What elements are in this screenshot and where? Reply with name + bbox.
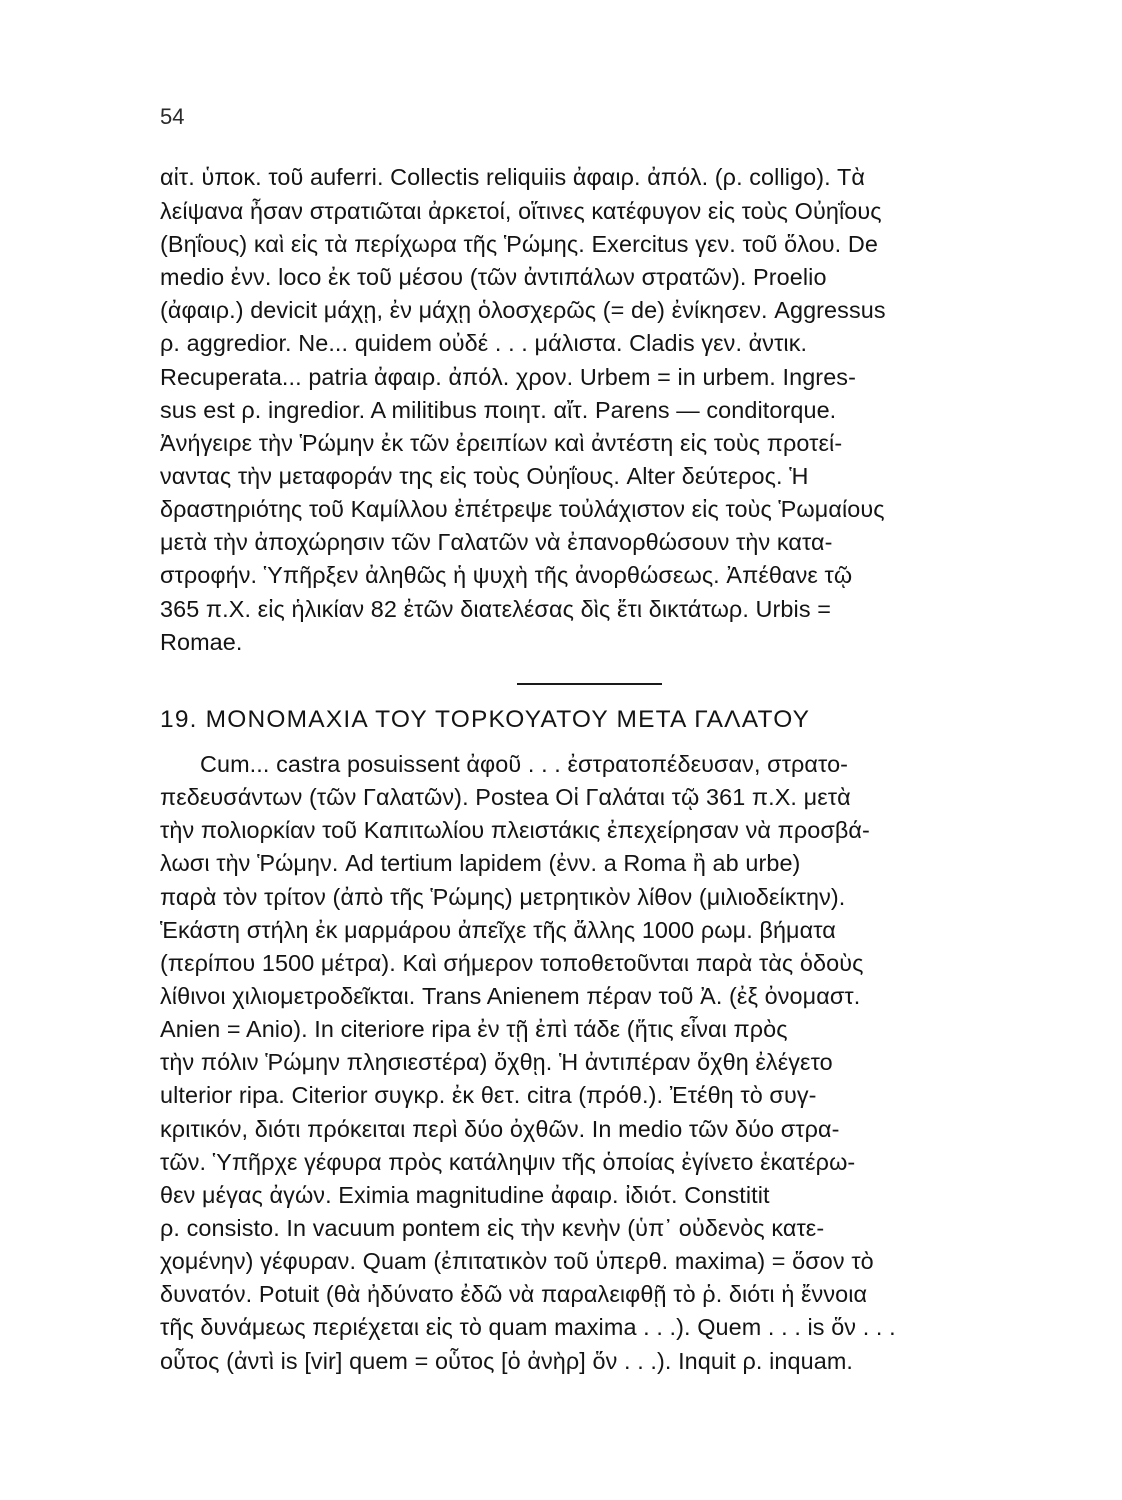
text-line: πεδευσάντων (τῶν Γαλατῶν). Postea Οἱ Γαλάται τῷ 361 π.Χ. μετὰ (160, 784, 851, 810)
text-line: οὗτος (ἀντὶ is [vir] quem = οὗτος [ὁ ἀνὴρ] ὅν . . .). Inquit ρ. inquam. (160, 1348, 854, 1374)
text-line: θεν μέγας ἀγών. Eximia magnitudine ἀφαιρ. ἰδιότ. Constitit (160, 1182, 770, 1208)
text-line: λωσι τὴν Ῥώμην. Ad tertium lapidem (ἐνν. a Roma ἢ ab urbe) (160, 850, 801, 876)
text-line: κριτικόν, διότι πρόκειται περὶ δύο ὀχθῶν. In medio τῶν δύο στρα- (160, 1116, 840, 1142)
section-divider-rule (517, 683, 662, 685)
text-line: (περίπου 1500 μέτρα). Καὶ σήμερον τοποθετοῦνται παρὰ τὰς ὁδοὺς (160, 950, 864, 976)
text-line: μετὰ τὴν ἀποχώρησιν τῶν Γαλατῶν νὰ ἐπανορθώσουν τὴν κατα- (160, 529, 833, 555)
text-line: ρ. aggredior. Ne... quidem οὐδέ . . . μάλιστα. Cladis γεν. ἀντικ. (160, 330, 808, 356)
text-line: Ἀνήγειρε τὴν Ῥώμην ἐκ τῶν ἐρειπίων καὶ ἀντέστη εἰς τοὺς προτεί- (160, 430, 843, 456)
text-line: (Βηΐους) καὶ εἰς τὰ περίχωρα τῆς Ῥώμης. Exercitus γεν. τοῦ ὅλου. De (160, 231, 878, 257)
text-line: στροφήν. Ὑπῆρξεν ἀληθῶς ἡ ψυχὴ τῆς ἀνορθώσεως. Ἀπέθανε τῷ (160, 562, 853, 588)
text-line: λείψανα ἦσαν στρατιῶται ἀρκετοί, οἵτινες κατέφυγον εἰς τοὺς Οὐηΐους (160, 198, 882, 224)
text-line: Romae. (160, 629, 243, 655)
text-line: Anien = Anio). In citeriore ripa ἐν τῇ ἐπὶ τάδε (ἥτις εἶναι πρὸς (160, 1016, 788, 1042)
text-line: χομένην) γέφυραν. Quam (ἐπιτατικὸν τοῦ ὑπερθ. maxima) = ὅσον τὸ (160, 1248, 874, 1274)
text-line: δυνατόν. Potuit (θὰ ἠδύνατο ἐδῶ νὰ παραλειφθῇ τὸ ῥ. διότι ἡ ἔννοια (160, 1281, 868, 1307)
text-line: τὴν πολιορκίαν τοῦ Καπιτωλίου πλειστάκις ἐπεχείρησαν νὰ προσβά- (160, 817, 870, 843)
text-line: sus est ρ. ingredior. A militibus ποιητ. αἴτ. Parens — conditorque. (160, 397, 837, 423)
text-line: Ἑκάστη στήλη ἐκ μαρμάρου ἀπεῖχε τῆς ἄλλης 1000 ρωμ. βήματα (160, 917, 836, 943)
text-line: λίθινοι χιλιομετροδεῖκται. Trans Anienem πέραν τοῦ Ἀ. (ἐξ ὀνομαστ. (160, 983, 861, 1009)
page-number: 54 (160, 104, 185, 129)
text-line: 365 π.Χ. εἰς ἡλικίαν 82 ἐτῶν διατελέσας δὶς ἔτι δικτάτωρ. Urbis = (160, 596, 831, 622)
text-line: τῶν. Ὑπῆρχε γέφυρα πρὸς κατάληψιν τῆς ὁποίας ἐγίνετο ἑκατέρω- (160, 1149, 856, 1175)
text-line: ρ. consisto. In vacuum pontem εἰς τὴν κενὴν (ὑπ᾽ οὐδενὸς κατε- (160, 1215, 825, 1241)
text-line: παρὰ τὸν τρίτον (ἀπὸ τῆς Ῥώμης) μετρητικὸν λίθον (μιλιοδείκτην). (160, 884, 846, 910)
text-line: ναντας τὴν μεταφοράν της εἰς τοὺς Οὐηΐους. Alter δεύτερος. Ἡ (160, 463, 809, 489)
text-line: Recuperata... patria ἀφαιρ. ἀπόλ. χρον. Urbem = in urbem. Ingres- (160, 364, 856, 390)
text-line: medio ἐνν. loco ἐκ τοῦ μέσου (τῶν ἀντιπάλων στρατῶν). Proelio (160, 264, 827, 290)
text-line: δραστηριότης τοῦ Καμίλλου ἐπέτρεψε τοὐλάχιστον εἰς τοὺς Ῥωμαίους (160, 496, 885, 522)
text-line: (ἀφαιρ.) devicit μάχῃ, ἐν μάχῃ ὁλοσχερῶς (= de) ἐνίκησεν. Aggressus (160, 297, 886, 323)
text-line: τὴν πόλιν Ῥώμην πλησιεστέρα) ὄχθῃ. Ἡ ἀντιπέραν ὄχθη ἐλέγετο (160, 1049, 833, 1075)
text-line: Cum... castra posuissent ἀφοῦ . . . ἐστρατοπέδευσαν, στρατο- (200, 751, 849, 777)
text-line: ulterior ripa. Citerior συγκρ. ἐκ θετ. citra (πρόθ.). Ἐτέθη τὸ συγ- (160, 1082, 817, 1108)
text-line: τῆς δυνάμεως περιέχεται εἰς τὸ quam maxima . . .). Quem . . . is ὅν . . . (160, 1314, 896, 1340)
section-heading: 19. ΜΟΝΟΜΑΧΙΑ ΤΟΥ ΤΟΡΚΟΥΑΤΟΥ ΜΕΤΑ ΓΑΛΑΤΟΥ (160, 706, 811, 733)
text-line: αἰτ. ὑποκ. τοῦ auferri. Collectis reliquiis ἀφαιρ. ἀπόλ. (ρ. colligo). Τὰ (160, 164, 865, 190)
